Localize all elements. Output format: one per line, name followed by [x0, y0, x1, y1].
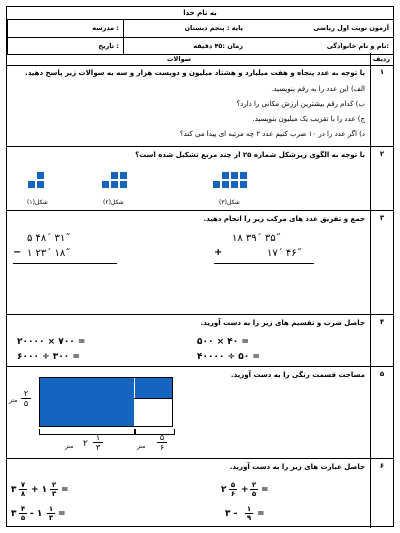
expression-2: ۵۰۰ × ۴۰ =: [197, 337, 249, 347]
question-number: ۴: [379, 318, 385, 326]
bottom-brace-left: [39, 429, 135, 435]
left-top-number: ۵ ۴۸´ ۳۱˝: [27, 233, 71, 244]
header-table: [7, 19, 393, 55]
exam-page: [6, 6, 394, 527]
bottom-brace-right: [135, 429, 175, 435]
divider-line: [134, 398, 172, 399]
pattern-figure-3: [212, 171, 252, 193]
question-title: با توجه به الگوی زیرشکل شماره ۲۵ از چند مربع تشکیل شده است؟: [135, 151, 365, 159]
question-number: ۶: [379, 462, 385, 470]
side-unit: متر: [9, 397, 18, 404]
question-title: حاصل عبارت های زیر را به دست آورید.: [229, 463, 365, 471]
left-result-line: [13, 263, 117, 264]
area-rectangle: [39, 377, 173, 427]
expression-l2: ۳ ۴ ۵ - ۱ ۱ ۳ =: [11, 505, 66, 522]
question-6: [7, 459, 393, 528]
pattern-figure-2: [101, 171, 131, 193]
exam-name: آزمون نوبت اول ریاضی: [313, 24, 389, 32]
expression-r2: ۳ - ۱ ۹ =: [225, 505, 265, 522]
question-3: [7, 211, 393, 315]
header-col-left: [7, 20, 123, 54]
student-name-field: نام و نام خانوادگی:: [247, 37, 393, 54]
question-number: ۵: [379, 370, 385, 378]
part-d: د) اگر عدد را در ۱۰ ضرب کنیم عدد ۲ چه مرتبه ای پیدا می کند؟: [179, 130, 365, 138]
questions-header: سوالات: [167, 55, 192, 63]
plus-sign: +: [214, 247, 223, 258]
side-length-fraction: ۲ ۵: [21, 389, 31, 408]
question-title: با توجه به عدد پنجاه و هفت میلیارد و هشتاد میلیون و دویست هزار و سه به سوالات زیر پاسخ دهید.: [25, 69, 365, 77]
question-1: [7, 65, 393, 147]
date-field: تاریخ :: [8, 37, 123, 54]
expression-l1: ۳ ۷ ۸ + ۱ ۲ ۳ =: [11, 481, 69, 498]
bottom-whole: ۲: [83, 439, 88, 449]
right-fraction: ۵ ۶: [157, 433, 167, 452]
expression-3: ۶۰۰۰ ÷ ۳۰۰ =: [17, 352, 80, 362]
expression-r1: ۲ ۵ ۶ + ۲ ۵ =: [221, 481, 269, 498]
bottom-fraction: ۱ ۳: [93, 433, 103, 452]
grade-label: پایه : پنجم دبستان: [184, 24, 243, 32]
right-bottom-number: ۱۷´ ۴۶˝: [267, 248, 302, 259]
question-5: [7, 367, 393, 459]
question-number: ۲: [379, 150, 385, 158]
right-unit: متر: [137, 443, 146, 450]
row-header: ردیف: [372, 55, 390, 63]
minus-sign: −: [13, 247, 22, 258]
expression-1: ۲۰۰۰۰ × ۷۰۰ =: [17, 337, 86, 347]
part-a: الف) این عدد را به رقم بنویسید.: [271, 85, 365, 93]
figure-3-label: شکل(۳): [219, 199, 240, 206]
question-4: [7, 315, 393, 367]
question-number: ۳: [379, 214, 385, 222]
colored-region-right: [134, 378, 172, 398]
school-field: مدرسه :: [92, 24, 119, 32]
header-col-right: [247, 20, 393, 54]
header-col-middle: [123, 20, 247, 54]
time-label: زمان :۴۵ دقیقه: [124, 37, 247, 54]
figure-2-label: شکل(۲): [103, 199, 124, 206]
right-top-number: ۱۸ ۳۹´ ۳۵˝: [232, 233, 281, 244]
question-title: مساحت قسمت رنگی را به دست آورید.: [230, 371, 365, 379]
page-title: به نام خدا: [183, 9, 217, 17]
pattern-figure-1: [27, 171, 47, 193]
question-title: حاصل ضرب و تقسیم های زیر را به دست آورید.: [200, 319, 365, 327]
right-result-line: [214, 263, 314, 264]
part-c: ج) عدد را با تقریب یک میلیون بنویسید.: [252, 115, 365, 123]
figure-1-label: شکل(۱): [27, 199, 48, 206]
left-bottom-number: ۱ ۲۳´ ۱۸˝: [27, 248, 71, 259]
question-title: جمع و تفریق عدد های مرکب زیر را انجام دهید.: [203, 215, 365, 223]
bottom-unit: متر: [65, 443, 74, 450]
part-b: ب) کدام رقم بیشترین ارزش مکانی را دارد؟: [236, 100, 365, 108]
colored-region-left: [40, 378, 134, 426]
question-2: [7, 147, 393, 211]
expression-4: ۴۰۰۰۰ ÷ ۵۰ =: [197, 352, 260, 362]
question-number: ۱: [379, 68, 385, 76]
